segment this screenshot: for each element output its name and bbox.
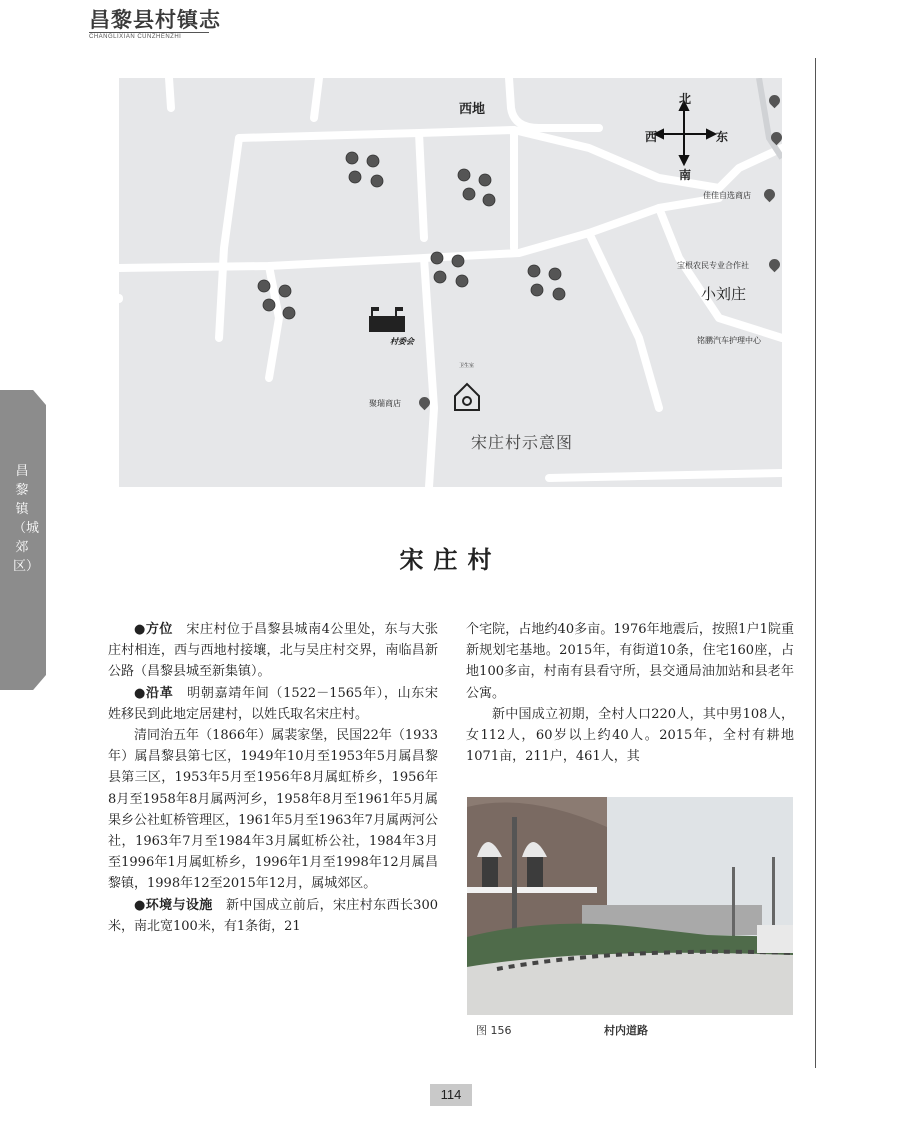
section-lead: ●沿革: [134, 685, 174, 701]
section-lead: ●环境与设施: [134, 897, 213, 913]
book-pinyin: CHANGLIXIAN CUNZHENZHI: [89, 32, 209, 40]
paragraph-environment: [108, 895, 438, 937]
village-road-photo: [467, 797, 793, 1015]
paragraph-population: [466, 704, 794, 768]
page-number: 114: [430, 1084, 472, 1106]
road-photo-illustration: [467, 797, 793, 1015]
paragraph-history-detail: [108, 725, 438, 895]
map-roads: [119, 78, 782, 487]
article-title: 宋庄村: [399, 545, 502, 574]
paragraph-text: 宋庄村位于昌黎县城南4公里处，东与大张庄村相连，西与西地村接壤，北与吴庄村交界，南临昌新公路（昌黎县城至新集镇）。: [108, 622, 439, 680]
figure-caption: 村内道路: [604, 1024, 648, 1037]
map-label-store-jiajia: 佳佳自选商店: [703, 191, 751, 200]
left-text-column: [108, 619, 438, 937]
paragraph-environment-cont: [466, 619, 794, 704]
paragraph-text: 新中国成立初期，全村人口220人，其中男108人，女112人，60岁以上约40人。2015年，全村有耕地1071亩，211户，461人，其: [466, 706, 794, 765]
book-title: 昌黎县村镇志: [89, 8, 221, 32]
paragraph-text: 新中国成立前后，宋庄村东西长300米，南北宽100米，有1条街，21: [108, 897, 438, 934]
map-label-village-committee: 村委会: [390, 337, 414, 346]
paragraph-text: 个宅院，占地约40多亩。1976年地震后，按照1户1院重新规划宅基地。2015年，有街道10条，住宅160座，占地100多亩，村南有县看守所，县交通局油加站和县老年公寓。: [466, 622, 794, 701]
map-label-store-jurui: 聚瑞商店: [369, 399, 401, 408]
map-label-clinic: 卫生室: [459, 363, 475, 369]
map-label-xiaoliuzhuang: 小刘庄: [701, 285, 747, 303]
paragraph-text: 清同治五年（1866年）属裴家堡，民国22年（1933年）属昌黎县第七区，1949年10月至1953年5月属昌黎县第三区，1953年5月至1956年8月属虹桥乡，1956年8月至1958年8月属两河乡，1958年8月至1961年5月属果乡公社虹桥管理区，1961年5月至1963年7月属两河公社，1963年7月至1984年3月属虹桥公社，1984年3月至1996年1月属虹桥乡，1996年1月至1998年12月属昌黎镇，1998年12至2015年12月，属城郊区。: [108, 728, 438, 892]
map-label-coop: 宝根农民专业合作社: [677, 261, 749, 270]
chapter-side-label: 昌黎镇（城郊区）: [13, 464, 40, 574]
tree-clusters: [258, 152, 565, 319]
right-text-column: [466, 619, 794, 767]
paragraph-text: 明朝嘉靖年间（1522－1565年），山东宋姓移民到此地定居建村，以姓氏取名宋庄村。: [108, 685, 439, 722]
map-caption: 宋庄村示意图: [471, 433, 574, 452]
compass-east: 东: [716, 130, 729, 144]
village-map: [119, 78, 782, 487]
figure-number: 图 156: [476, 1024, 512, 1037]
compass-south: 南: [679, 168, 692, 182]
compass-arrows: [655, 102, 715, 164]
map-label-car-care: 铭鹏汽车护理中心: [697, 336, 761, 345]
clinic-icon: [455, 384, 479, 410]
section-lead: ●方位: [134, 622, 173, 637]
compass-north: 北: [679, 92, 692, 106]
map-label-xidi: 西地: [459, 102, 486, 117]
compass-west: 西: [645, 130, 658, 144]
village-committee-icon: [369, 307, 405, 332]
paragraph-location: [108, 619, 438, 683]
paragraph-history: [108, 683, 438, 725]
